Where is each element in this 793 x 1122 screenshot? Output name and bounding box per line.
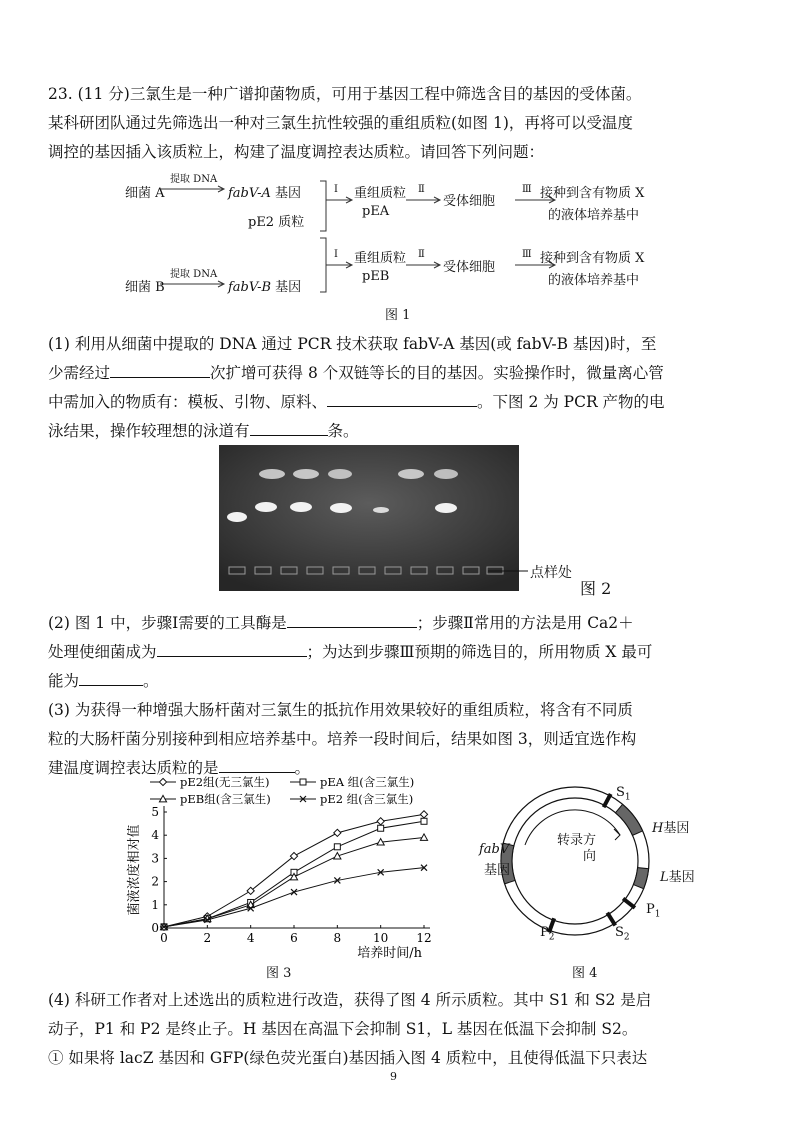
gene-word-b: 基因 — [275, 280, 302, 295]
legend-entry-1: pE2组(无三氯生) — [180, 775, 270, 789]
bacterium-a: 细菌 A — [125, 186, 165, 201]
extract-dna-label-a: 提取 DNA — [170, 174, 218, 185]
answer-blank-substance[interactable] — [327, 392, 477, 407]
data-point-series-2 — [421, 818, 427, 824]
gene-word-a: 基因 — [275, 186, 302, 201]
step-1-label-a: Ⅰ — [334, 184, 338, 195]
data-point-series-2 — [334, 844, 340, 850]
h-italic: H — [652, 821, 664, 836]
legend-marker-1 — [159, 778, 166, 785]
q3-text-3a: 建温度调控表达质粒的是 — [48, 759, 219, 777]
q1-text-4b: 条。 — [327, 422, 359, 440]
q4-line-2: 动子，P1 和 P2 是终止子。H 基因在高温下会抑制 S1，L 基因在低温下会抑制 S2。 — [48, 1020, 638, 1038]
q2-text-3b: 。 — [143, 672, 159, 690]
x-tick-label: 4 — [246, 931, 255, 945]
q3-line-1: (3) 为获得一种增强大肠杆菌对三氯生的抵抗作用效果较好的重组质粒，将含有不同质 — [48, 701, 633, 719]
step-2-label-a: Ⅱ — [418, 184, 425, 195]
p1-main: P — [646, 902, 655, 917]
s1-main: S — [616, 785, 625, 800]
x-tick-label: 12 — [416, 931, 432, 945]
q2-line-2 — [48, 642, 652, 662]
recombinant-plasmid-b: 重组质粒 — [354, 251, 407, 266]
terminator-p2-label — [540, 925, 554, 943]
transcription-direction-2: 向 — [583, 849, 597, 864]
page-number: 9 — [390, 1070, 397, 1083]
x-tick-label: 0 — [160, 931, 168, 945]
q1-text-3a: 中需加入的物质有：模板、引物、原料、 — [48, 393, 328, 411]
figure-4-caption: 图 4 — [572, 966, 598, 981]
peb-label: pEB — [362, 269, 390, 284]
answer-blank-cell-state[interactable] — [157, 642, 307, 657]
y-tick-label: 3 — [151, 851, 159, 866]
gene-l-segment — [633, 868, 648, 889]
q3-text-3b: 。 — [294, 759, 311, 777]
q1-text-4a: 泳结果，操作较理想的泳道有 — [48, 422, 250, 440]
gene-fabv-word: 基因 — [484, 863, 511, 878]
transcription-direction-1: 转录方 — [557, 833, 597, 848]
q2-text-2b: ；为达到步骤Ⅲ预期的筛选目的，所用物质 X 最可 — [306, 643, 653, 661]
y-axis-label: 菌液浓度相对值 — [127, 824, 142, 916]
q1-line-1: (1) 利用从细菌中提取的 DNA 通过 PCR 技术获取 fabV-A 基因(或 fabV-B 基因)时，至 — [48, 335, 657, 353]
growth-line-chart — [120, 770, 440, 980]
data-point-series-1 — [334, 829, 341, 836]
extract-dna-label-b: 提取 DNA — [170, 269, 218, 280]
data-point-series-1 — [420, 811, 427, 818]
gene-fabv-label — [479, 842, 509, 857]
recombinant-plasmid-a: 重组质粒 — [354, 186, 407, 201]
step-2-label-b: Ⅱ — [418, 249, 425, 260]
legend-entry-3: pEB组(含三氯生) — [180, 792, 271, 806]
electrophoresis-gel — [219, 445, 519, 591]
terminator-p1-label — [646, 902, 660, 920]
inoculate-line-2-a: 的液体培养基中 — [548, 208, 640, 223]
answer-blank-enzyme[interactable] — [287, 613, 417, 628]
data-point-series-2 — [378, 825, 384, 831]
promoter-s1-label — [616, 785, 631, 803]
data-point-series-3 — [420, 834, 427, 840]
q1-text-2b: 次扩增可获得 8 个双链等长的目的基因。实验操作时，微量离心管 — [210, 364, 664, 382]
promoter-s2-mark — [607, 913, 615, 926]
y-tick-label: 1 — [151, 897, 159, 912]
q2-text-2a: 处理使细菌成为 — [48, 643, 157, 661]
figure-1-arrows — [0, 0, 793, 320]
q2-text-1b: ；步骤Ⅱ常用的方法是用 Ca2＋ — [416, 614, 634, 632]
figure-3-caption: 图 3 — [266, 966, 292, 981]
q2-text-1a: (2) 图 1 中，步骤Ⅰ需要的工具酶是 — [48, 614, 287, 632]
q4-line-1: (4) 科研工作者对上述选出的质粒进行改造，获得了图 4 所示质粒。其中 S1 和 S2 是启 — [48, 991, 652, 1009]
recipient-cell-b: 受体细胞 — [443, 260, 496, 275]
y-tick-label: 0 — [151, 921, 159, 935]
promoter-s1-mark — [604, 794, 611, 807]
answer-blank-substance-x[interactable] — [79, 671, 143, 686]
q1-line-3 — [48, 392, 665, 412]
question-line-2: 某科研团队通过先筛选出一种对三氯生抗性较强的重组质粒(如图 1)，再将可以受温度 — [48, 114, 633, 132]
pe2-plasmid: pE2 质粒 — [248, 215, 305, 230]
recipient-cell-a: 受体细胞 — [443, 194, 496, 209]
inoculate-line-1-b: 接种到含有物质 X — [540, 251, 645, 266]
bacterium-b: 细菌 B — [125, 280, 165, 295]
q2-text-3a: 能为 — [48, 672, 80, 690]
question-line-3: 调控的基因插入该质粒上，构建了温度调控表达质粒。请回答下列问题： — [48, 143, 545, 161]
x-tick-label: 6 — [290, 931, 298, 945]
q3-line-2: 粒的大肠杆菌分别接种到相应培养基中。培养一段时间后，结果如图 3，则适宜选作构 — [48, 730, 637, 748]
data-point-series-1 — [377, 818, 384, 825]
gene-fabv-a-name: fabV-A — [228, 186, 271, 201]
x-tick-label: 10 — [373, 931, 389, 945]
gene-fabv-a — [228, 182, 301, 201]
answer-blank-cycles[interactable] — [110, 363, 210, 378]
data-point-series-4 — [291, 889, 297, 895]
q1-text-3b: 。下图 2 为 PCR 产物的电 — [477, 393, 665, 411]
figure-1-caption: 图 1 — [385, 308, 411, 323]
gene-h-label — [652, 817, 689, 836]
gene-fabv-b-name: fabV-B — [228, 280, 272, 295]
series-line-3 — [164, 838, 424, 927]
q1-text-2a: 少需经过 — [48, 364, 111, 382]
y-tick-label: 5 — [151, 805, 159, 819]
step-1-label-b: Ⅰ — [334, 249, 338, 260]
gene-l-label — [660, 866, 695, 885]
p1-sub: 1 — [654, 909, 661, 920]
sample-well-label: 点样处 — [530, 565, 572, 581]
step-3-label-a: Ⅲ — [522, 184, 532, 195]
q2-line-1 — [48, 613, 634, 633]
legend-entry-4: pE2 组(含三氯生) — [320, 792, 414, 806]
inoculate-line-2-b: 的液体培养基中 — [548, 273, 640, 288]
p2-sub: 2 — [548, 932, 555, 943]
terminator-p1-mark — [623, 899, 635, 908]
x-tick-label: 8 — [333, 931, 342, 945]
s2-main: S — [615, 925, 624, 940]
gene-h-segment — [615, 804, 642, 835]
legend-entry-2: pEA 组(含三氯生) — [320, 775, 415, 789]
legend-marker-2 — [300, 779, 306, 785]
fabv-italic: fabV — [479, 842, 510, 857]
q1-line-4 — [48, 421, 359, 441]
s1-sub: 1 — [624, 792, 631, 803]
gene-fabv-b — [228, 276, 301, 295]
figure-2-caption: 图 2 — [580, 579, 612, 598]
q4-line-3: ① 如果将 lacZ 基因和 GFP(绿色荧光蛋白)基因插入图 4 质粒中，且使得低温下只表达 — [48, 1049, 648, 1067]
s2-sub: 2 — [623, 932, 630, 943]
pea-label: pEA — [362, 204, 390, 219]
x-axis-label: 培养时间/h — [357, 946, 422, 961]
h-rest: 基因 — [663, 821, 690, 836]
l-italic: L — [660, 870, 669, 885]
promoter-s2-label — [615, 925, 630, 943]
inoculate-line-1-a: 接种到含有物质 X — [540, 186, 645, 201]
y-tick-label: 4 — [151, 828, 159, 843]
q1-line-2 — [48, 363, 664, 383]
l-rest: 基因 — [668, 870, 695, 885]
x-tick-label: 2 — [203, 931, 212, 945]
p2-main: P — [540, 925, 549, 940]
question-line-1: 23. (11 分)三氯生是一种广谱抑菌物质，可用于基因工程中筛选含目的基因的受体菌。 — [48, 85, 642, 103]
sample-well-pointer — [480, 560, 530, 580]
answer-blank-lanes[interactable] — [250, 421, 328, 436]
q2-line-3 — [48, 671, 159, 691]
step-3-label-b: Ⅲ — [522, 249, 532, 260]
y-tick-label: 2 — [151, 874, 159, 889]
